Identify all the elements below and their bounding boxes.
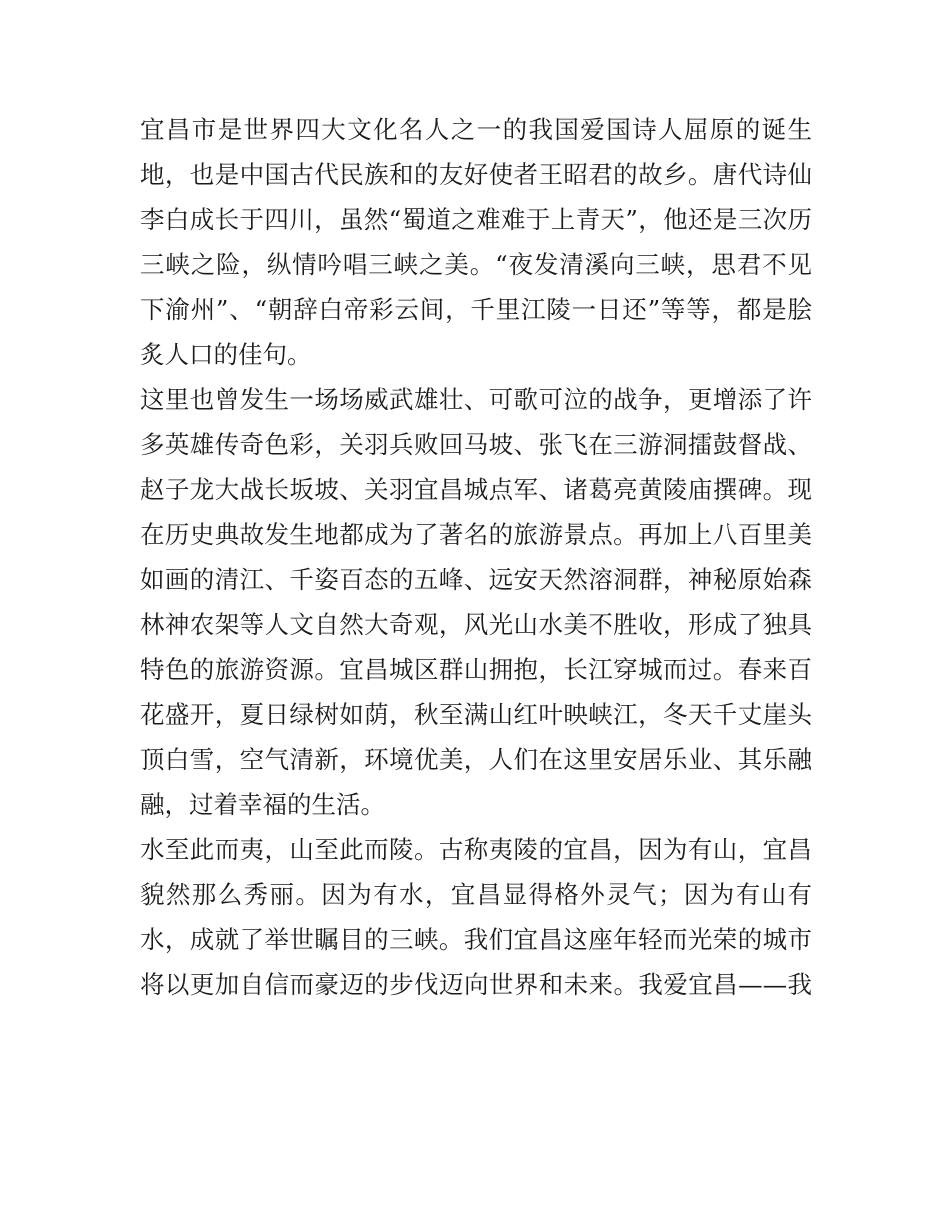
text-line: 多英雄传奇色彩，关羽兵败回马坡、张飞在三游洞擂鼓督战、: [140, 430, 812, 459]
text-line: 融，过着幸福的生活。: [140, 790, 385, 819]
text-line: 将以更加自信而豪迈的步伐迈向世界和未来。我爱宜昌——我: [140, 970, 812, 999]
text-line: 赵子龙大战长坂坡、关羽宜昌城点军、诸葛亮黄陵庙撰碑。现: [140, 475, 812, 504]
paragraph-3: [140, 827, 812, 1007]
text-line: 貌然那么秀丽。因为有水，宜昌显得格外灵气；因为有山有: [140, 880, 812, 909]
text-line: 李白成长于四川，虽然“蜀道之难难于上青天”，他还是三次历: [140, 205, 812, 234]
text-line: 宜昌市是世界四大文化名人之一的我国爱国诗人屈原的诞生: [140, 115, 812, 144]
text-line: 下渝州”、“朝辞白帝彩云间，千里江陵一日还”等等，都是脍: [140, 295, 812, 324]
text-line: 这里也曾发生一场场威武雄壮、可歌可泣的战争，更增添了许: [140, 385, 812, 414]
document-body: [140, 107, 812, 1007]
text-line: 水至此而夷，山至此而陵。古称夷陵的宜昌，因为有山，宜昌: [140, 835, 812, 864]
paragraph-1: [140, 107, 812, 377]
text-line: 水，成就了举世瞩目的三峡。我们宜昌这座年轻而光荣的城市: [140, 925, 812, 954]
text-line: 花盛开，夏日绿树如荫，秋至满山红叶映峡江，冬天千丈崖头: [140, 700, 812, 729]
text-line: 顶白雪，空气清新，环境优美，人们在这里安居乐业、其乐融: [140, 745, 812, 774]
text-line: 在历史典故发生地都成为了著名的旅游景点。再加上八百里美: [140, 520, 812, 549]
text-line: 特色的旅游资源。宜昌城区群山拥抱，长江穿城而过。春来百: [140, 655, 812, 684]
text-line: 林神农架等人文自然大奇观，风光山水美不胜收，形成了独具: [140, 610, 812, 639]
text-line: 如画的清江、千姿百态的五峰、远安天然溶洞群，神秘原始森: [140, 565, 812, 594]
text-line: 炙人口的佳句。: [140, 340, 312, 369]
text-line: 地，也是中国古代民族和的友好使者王昭君的故乡。唐代诗仙: [140, 160, 812, 189]
paragraph-2: [140, 377, 812, 827]
text-line: 三峡之险，纵情吟唱三峡之美。“夜发清溪向三峡，思君不见: [140, 250, 812, 279]
